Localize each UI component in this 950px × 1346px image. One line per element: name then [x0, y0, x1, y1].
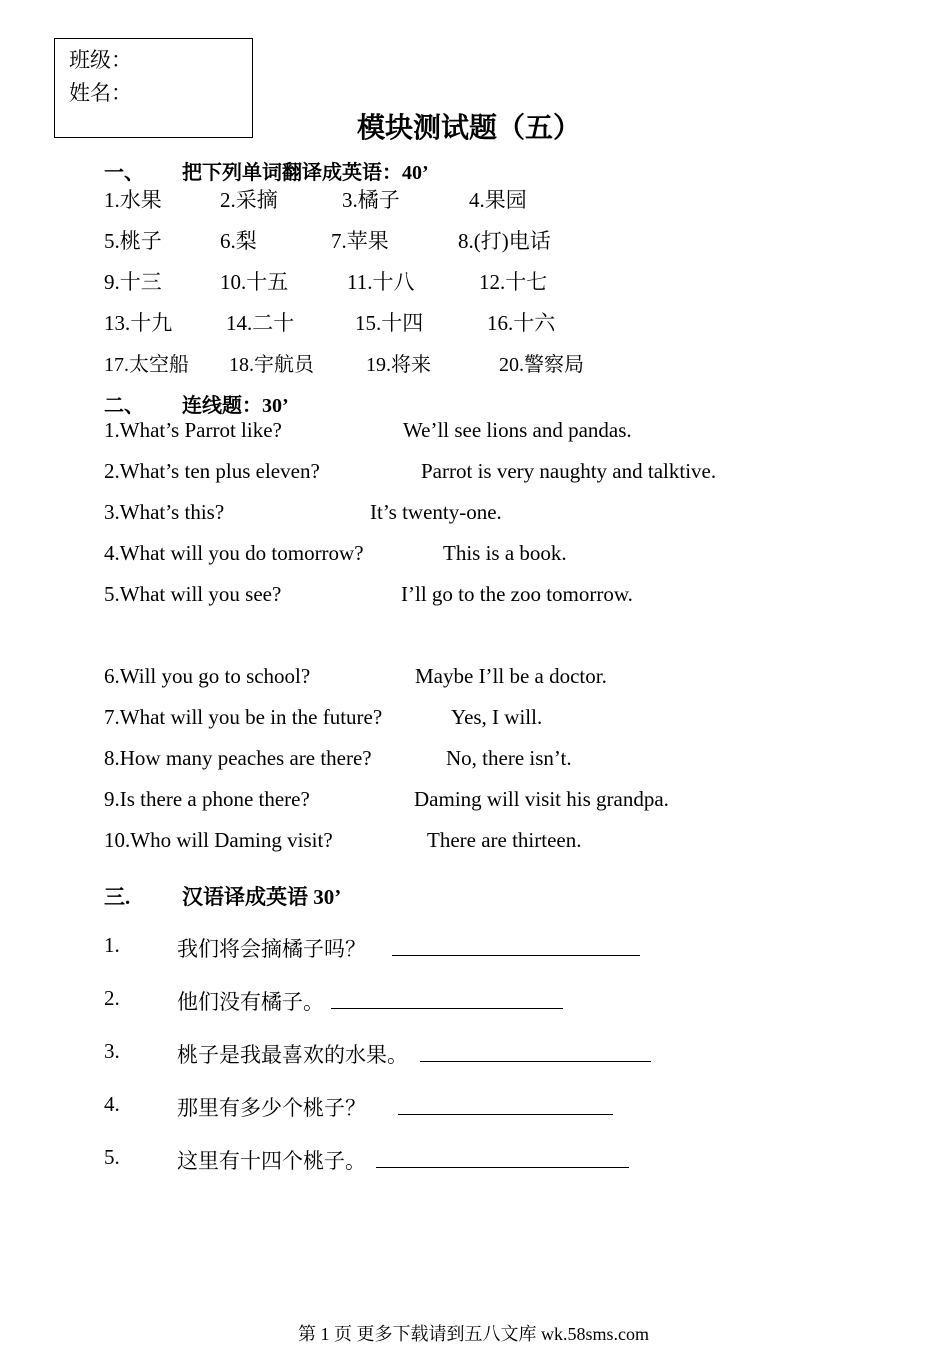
match-question: 4.What will you do tomorrow?	[104, 541, 364, 565]
match-answer: Parrot is very naughty and talktive.	[421, 459, 717, 483]
vocab-item: 7.苹果	[331, 229, 389, 253]
section3-heading	[104, 881, 341, 911]
match-question: 10.Who will Daming visit?	[104, 828, 333, 852]
vocab-item: 1.水果	[104, 188, 162, 212]
answer-blank[interactable]	[398, 1114, 613, 1115]
translation-sentence: 这里有十四个桃子。	[177, 1149, 366, 1173]
class-label: 班级：	[69, 48, 132, 72]
match-question: 1.What’s Parrot like?	[104, 418, 282, 442]
match-answer: It’s twenty-one.	[370, 500, 502, 524]
translation-number: 1.	[104, 933, 120, 957]
section2-number: 二、	[104, 395, 144, 417]
page-title: 模块测试题（五）	[357, 113, 582, 144]
match-question: 3.What’s this?	[104, 500, 225, 524]
match-answer: Daming will visit his grandpa.	[414, 787, 669, 811]
section3-title: 汉语译成英语 30’	[182, 885, 342, 909]
answer-blank[interactable]	[376, 1167, 629, 1168]
vocab-item: 19.将来	[366, 354, 431, 376]
vocab-item: 14.二十	[226, 311, 295, 335]
section2-title: 连线题：30’	[182, 395, 289, 417]
vocab-item: 13.十九	[104, 311, 173, 335]
name-label: 姓名：	[69, 81, 132, 105]
match-answer: Maybe I’ll be a doctor.	[415, 664, 607, 688]
translation-sentence: 那里有多少个桃子？	[177, 1096, 366, 1120]
vocab-item: 17.太空船	[104, 354, 189, 376]
answer-blank[interactable]	[331, 1008, 563, 1009]
match-answer: Yes, I will.	[451, 705, 543, 729]
section1-heading	[104, 156, 429, 185]
vocab-item: 12.十七	[479, 270, 548, 294]
answer-blank[interactable]	[420, 1061, 651, 1062]
vocab-item: 6.梨	[220, 229, 257, 253]
match-answer: We’ll see lions and pandas.	[403, 418, 632, 442]
vocab-item: 18.宇航员	[229, 354, 314, 376]
answer-blank[interactable]	[392, 955, 640, 956]
section1-number: 一、	[104, 162, 144, 184]
match-answer: There are thirteen.	[427, 828, 582, 852]
vocab-item: 11.十八	[347, 270, 415, 294]
match-question: 8.How many peaches are there?	[104, 746, 372, 770]
vocab-item: 8.(打)电话	[458, 229, 551, 253]
match-question: 9.Is there a phone there?	[104, 787, 310, 811]
vocab-item: 3.橘子	[342, 188, 400, 212]
vocab-item: 10.十五	[220, 270, 289, 294]
translation-sentence: 他们没有橘子。	[177, 990, 324, 1014]
section2-heading	[104, 389, 289, 418]
translation-sentence: 桃子是我最喜欢的水果。	[177, 1043, 408, 1067]
translation-number: 4.	[104, 1092, 120, 1116]
vocab-item: 16.十六	[487, 311, 556, 335]
class-name-box	[54, 38, 253, 138]
match-answer: I’ll go to the zoo tomorrow.	[401, 582, 633, 606]
match-question: 2.What’s ten plus eleven?	[104, 459, 320, 483]
section3-number: 三.	[104, 885, 131, 909]
vocab-item: 15.十四	[355, 311, 424, 335]
translation-number: 3.	[104, 1039, 120, 1063]
match-answer: No, there isn’t.	[446, 746, 572, 770]
page-footer: 第 1 页 更多下载请到五八文库 wk.58sms.com	[298, 1324, 649, 1344]
translation-number: 5.	[104, 1145, 120, 1169]
match-answer: This is a book.	[443, 541, 567, 565]
translation-sentence: 我们将会摘橘子吗？	[177, 937, 366, 961]
translation-number: 2.	[104, 986, 120, 1010]
vocab-item: 5.桃子	[104, 229, 162, 253]
vocab-item: 9.十三	[104, 270, 162, 294]
match-question: 7.What will you be in the future?	[104, 705, 383, 729]
vocab-item: 20.警察局	[499, 354, 584, 376]
vocab-item: 4.果园	[469, 188, 527, 212]
match-question: 5.What will you see?	[104, 582, 282, 606]
section1-title: 把下列单词翻译成英语：40’	[182, 162, 429, 184]
match-question: 6.Will you go to school?	[104, 664, 311, 688]
vocab-item: 2.采摘	[220, 188, 278, 212]
